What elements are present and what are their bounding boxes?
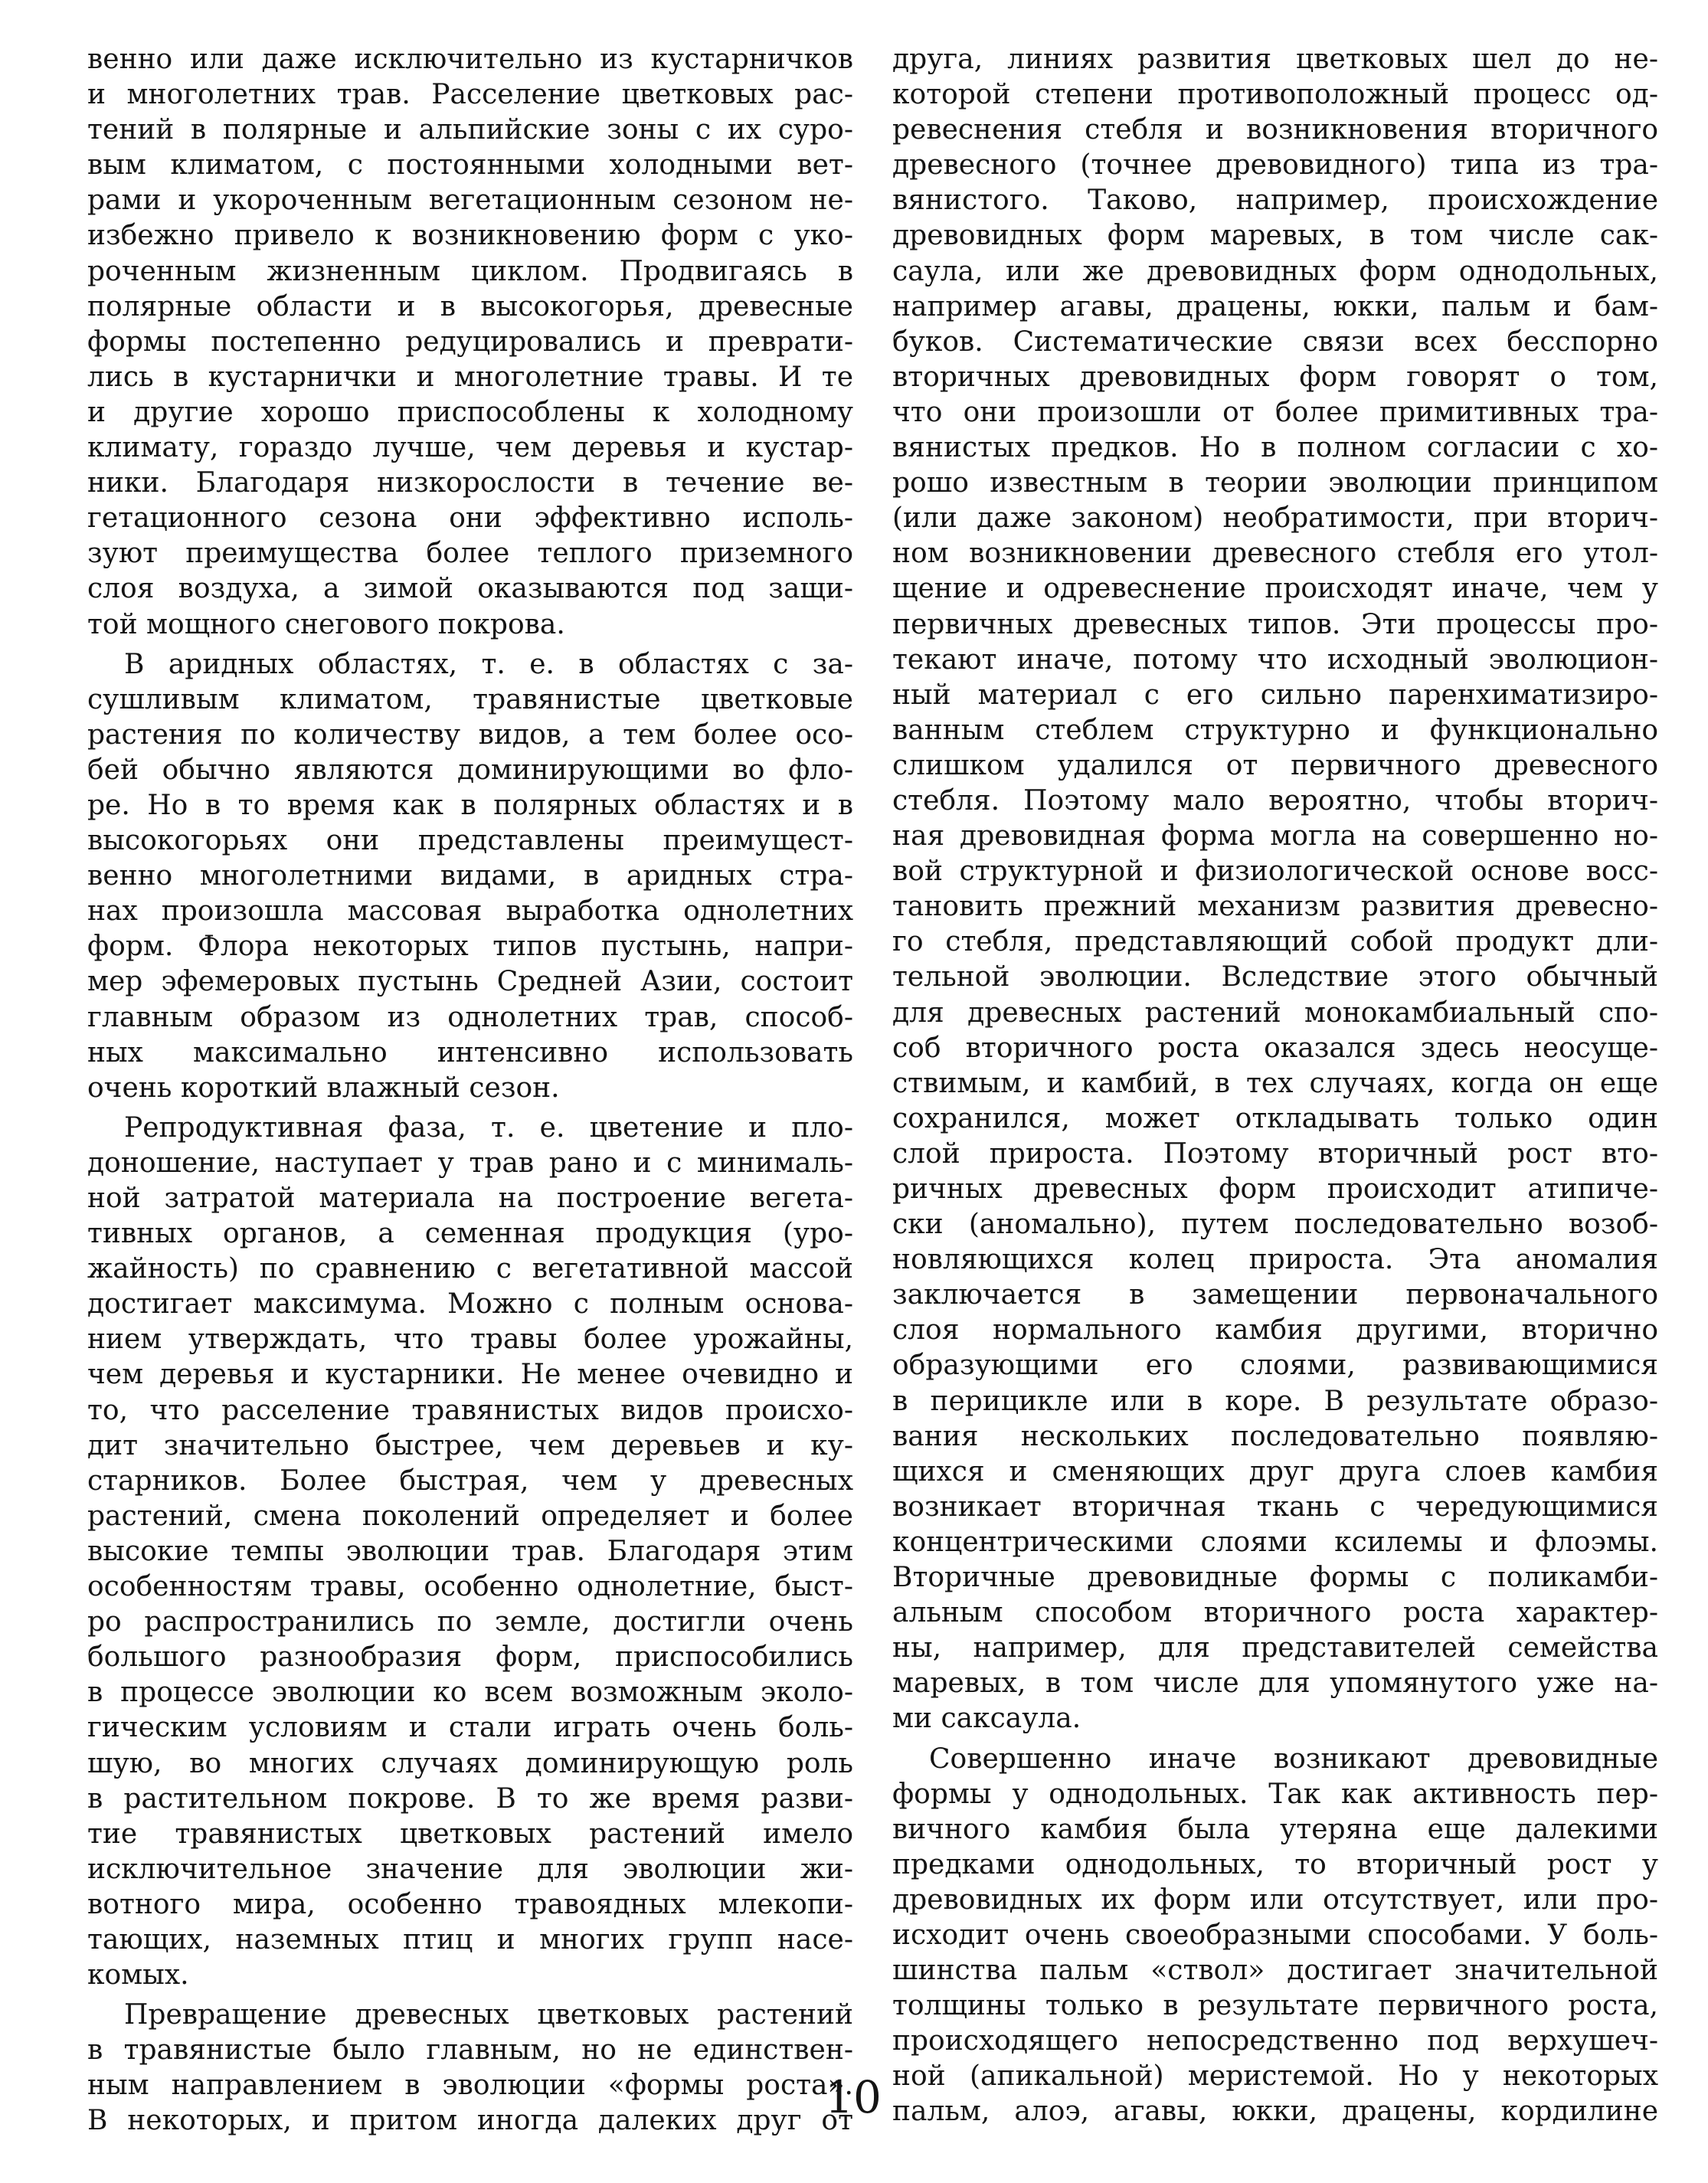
left-column-line: в процессе эволюции ко всем возможным эколо- [87, 1677, 853, 1709]
left-column-line: растения по количеству видов, а тем более осо- [87, 718, 853, 751]
left-column-line: той мощного снегового покрова. [87, 608, 565, 640]
left-column-line: нах произошла массовая выработка однолетних [87, 895, 853, 928]
right-column-line: ванным стеблем структурно и функционально [892, 714, 1658, 746]
right-column-line: Вторичные древовидные формы с поликамби- [892, 1562, 1658, 1594]
right-column-line: ревеснения стебля и возникновения вторичного [892, 114, 1658, 146]
left-column-line: ро распространились по земле, достигли очень [87, 1606, 853, 1638]
right-column-line: щение и одревеснение происходят иначе, чем у [892, 573, 1658, 605]
right-column-line: вянистых предков. Но в полном согласии с хо- [892, 432, 1658, 464]
right-column-line: щихся и сменяющих друг друга слоев камбия [892, 1455, 1658, 1488]
right-column-line: саула, или же древовидных форм однодольных, [892, 255, 1658, 287]
right-column-line: концентрическими слоями ксилемы и флоэмы. [892, 1526, 1658, 1558]
left-column-line: формы постепенно редуцировались и преврати- [87, 326, 853, 358]
right-column-line: стебля. Поэтому мало вероятно, чтобы вторич- [892, 784, 1658, 817]
left-column-line: в растительном покрове. В то же время разви- [87, 1782, 853, 1815]
right-column-line: возникает вторичная ткань с чередующимися [892, 1491, 1658, 1523]
right-column-line: ричных древесных форм происходит атипиче- [892, 1173, 1658, 1205]
right-column-line: сохранился, может откладывать только один [892, 1102, 1658, 1134]
right-column-line: древесного (точнее древовидного) типа из тра- [892, 149, 1658, 182]
right-column-line: соб вторичного роста оказался здесь неосуще- [892, 1032, 1658, 1064]
left-column-line: климату, гораздо лучше, чем деревья и кустар- [87, 432, 853, 464]
left-text-column [87, 42, 853, 2139]
right-column-line: ной (апикальной) меристемой. Но у некоторых [892, 2060, 1658, 2093]
left-column-line: вотного мира, особенно травоядных млекопи- [87, 1888, 853, 1920]
left-column-line: ной затратой материала на построение вегета- [87, 1183, 853, 1214]
left-column-line: особенностям травы, особенно однолетние, быст- [87, 1571, 853, 1603]
left-column-line: зуют преимущества более теплого приземного [87, 538, 853, 570]
right-column-line: ствимым, и камбий, в тех случаях, когда он еще [892, 1067, 1658, 1099]
left-column-line: венно или даже исключительно из кустарничков [87, 44, 853, 75]
right-column-line: вичного камбия была утеряна еще далекими [892, 1813, 1658, 1845]
right-column-line: слоя нормального камбия другими, вторично [892, 1314, 1658, 1347]
right-column-line: например агавы, драцены, юкки, пальм и бам- [892, 290, 1658, 322]
left-column-line: то, что расселение травянистых видов происхо- [87, 1394, 853, 1426]
left-column-line: Превращение древесных цветковых растений [124, 1999, 853, 2031]
left-column-line: рами и укороченным вегетационным сезоном не- [87, 185, 853, 217]
right-column-line: предками однодольных, то вторичный рост у [892, 1848, 1658, 1880]
left-column-line: ники. Благодаря низкорослости в течение ве- [87, 467, 853, 499]
left-column-line: роченным жизненным циклом. Продвигаясь в [87, 255, 853, 287]
right-column-line: происходящего непосредственно под верхушеч- [892, 2025, 1658, 2057]
right-column-line: образующими его слоями, развивающимися [892, 1350, 1658, 1382]
left-column-line: полярные области и в высокогорья, древесные [87, 290, 853, 322]
left-column-line: большого разнообразия форм, приспособились [87, 1641, 853, 1674]
right-column-line: что они произошли от более примитивных тра- [892, 396, 1658, 428]
left-column-line: комых. [87, 1959, 189, 1992]
right-column-line: альным способом вторичного роста характер- [892, 1597, 1658, 1629]
right-column-line: вания нескольких последовательно появляю- [892, 1420, 1658, 1452]
left-column-line: ным направлением в эволюции «формы роста». [87, 2070, 853, 2102]
left-column-line: очень короткий влажный сезон. [87, 1072, 560, 1104]
right-column-line: ном возникновении древесного стебля его утол- [892, 538, 1658, 570]
left-column-line: сушливым климатом, травянистые цветковые [87, 683, 853, 715]
left-column-line: бей обычно являются доминирующими во фло- [87, 754, 853, 786]
right-column-line: первичных древесных типов. Эти процессы про- [892, 608, 1658, 640]
left-column-line: высокие темпы эволюции трав. Благодаря этим [87, 1535, 853, 1567]
left-column-line: старников. Более быстрая, чем у древесных [87, 1465, 853, 1497]
right-column-line: текают иначе, потому что исходный эволюцион- [892, 643, 1658, 676]
right-column-line: Совершенно иначе возникают древовидные [929, 1743, 1658, 1775]
left-column-line: слоя воздуха, а зимой оказываются под защи- [87, 573, 853, 605]
right-column-line: ны, например, для представителей семейства [892, 1632, 1658, 1664]
right-column-line: слишком удалился от первичного древесного [892, 749, 1658, 781]
right-column-line: слой прироста. Поэтому вторичный рост вто- [892, 1137, 1658, 1170]
right-column-line: исходит очень своеобразными способами. У боль- [892, 1919, 1658, 1951]
left-column-line: гическим условиям и стали играть очень боль- [87, 1712, 853, 1744]
left-column-line: жайность) по сравнению с вегетативной массой [87, 1253, 853, 1285]
right-column-line: в перицикле или в коре. В результате образо- [892, 1385, 1658, 1417]
right-column-line: древовидных их форм или отсутствует, или про- [892, 1884, 1658, 1916]
right-column-line: вянистого. Таково, например, происхождение [892, 185, 1658, 217]
left-column-line: дит значительно быстрее, чем деревьев и ку- [87, 1429, 853, 1461]
right-column-line: ная древовидная форма могла на совершенно но- [892, 820, 1658, 853]
left-column-line: тивных органов, а семенная продукция (уро- [87, 1218, 853, 1250]
left-column-line: вым климатом, с постоянными холодными вет- [87, 149, 853, 182]
right-column-line: которой степени противоположный процесс од- [892, 79, 1658, 111]
left-column-line: и другие хорошо приспособлены к холодному [87, 396, 853, 428]
left-column-line: чем деревья и кустарники. Не менее очевидно и [87, 1359, 853, 1391]
left-column-line: венно многолетними видами, в аридных стра- [87, 860, 853, 892]
right-column-line: вторичных древовидных форм говорят о том, [892, 361, 1658, 393]
left-column-line: гетационного сезона они эффективно исполь- [87, 502, 853, 535]
left-column-line: В некоторых, и притом иногда далеких друг от [87, 2105, 853, 2137]
right-column-line: для древесных растений монокамбиальный спо- [892, 997, 1658, 1029]
page-number: 10 [825, 2071, 882, 2123]
right-column-line: шинства пальм «ствол» достигает значительной [892, 1955, 1658, 1987]
left-column-line: тений в полярные и альпийские зоны с их суро- [87, 114, 853, 146]
left-column-line: Репродуктивная фаза, т. е. цветение и пло- [124, 1111, 853, 1144]
left-column-line: мер эфемеровых пустынь Средней Азии, состоит [87, 966, 853, 998]
left-column-line: в травянистые было главным, но не единствен- [87, 2034, 853, 2067]
left-column-line: В аридных областях, т. е. в областях с за- [124, 648, 853, 680]
right-column-line: тельной эволюции. Вследствие этого обычный [892, 961, 1658, 993]
right-column-line: ски (аномально), путем последовательно возоб- [892, 1209, 1658, 1241]
left-column-line: доношение, наступает у трав рано и с минималь- [87, 1147, 853, 1179]
right-column-line: вой структурной и физиологической основе восс- [892, 856, 1658, 888]
right-column-line: буков. Систематические связи всех бесспорно [892, 326, 1658, 358]
left-column-line: тающих, наземных птиц и многих групп насе- [87, 1923, 853, 1956]
right-column-line: новляющихся колец прироста. Эта аномалия [892, 1244, 1658, 1276]
right-column-line: заключается в замещении первоначального [892, 1279, 1658, 1311]
right-column-line: формы у однодольных. Так как активность пер- [892, 1778, 1658, 1810]
left-column-line: и многолетних трав. Расселение цветковых рас- [87, 79, 853, 111]
right-column-line: древовидных форм маревых, в том числе сак- [892, 220, 1658, 252]
left-column-line: растений, смена поколений определяет и более [87, 1500, 853, 1532]
right-column-line: тановить прежний механизм развития древесно- [892, 891, 1658, 923]
right-column-line: (или даже законом) необратимости, при вторич- [892, 502, 1658, 535]
left-column-line: нием утверждать, что травы более урожайны, [87, 1324, 853, 1356]
right-column-line: рошо известным в теории эволюции принципом [892, 467, 1658, 499]
right-column-line: го стебля, представляющий собой продукт дли- [892, 926, 1658, 958]
left-column-line: тие травянистых цветковых растений имело [87, 1818, 853, 1850]
right-column-line: маревых, в том числе для упомянутого уже на- [892, 1668, 1658, 1700]
right-column-line: толщины только в результате первичного роста, [892, 1990, 1658, 2022]
right-column-line: ми саксаула. [892, 1703, 1081, 1735]
right-column-line: пальм, алоэ, агавы, юкки, драцены, кордилине [892, 2096, 1658, 2128]
left-column-line: избежно привело к возникновению форм с уко- [87, 220, 853, 252]
left-column-line: исключительное значение для эволюции жи- [87, 1853, 853, 1885]
left-column-line: шую, во многих случаях доминирующую роль [87, 1747, 853, 1779]
right-text-column [892, 42, 1658, 2130]
right-column-line: ный материал с его сильно паренхиматизиро- [892, 679, 1658, 711]
left-column-line: высокогорьях они представлены преимущест- [87, 825, 853, 857]
right-column-line: друга, линиях развития цветковых шел до не- [892, 44, 1658, 75]
left-column-line: главным образом из однолетних трав, способ- [87, 1001, 853, 1033]
left-column-line: форм. Флора некоторых типов пустынь, напри- [87, 931, 853, 963]
left-column-line: ре. Но в то время как в полярных областях и в [87, 789, 853, 821]
left-column-line: лись в кустарнички и многолетние травы. И те [87, 361, 853, 393]
left-column-line: ных максимально интенсивно использовать [87, 1036, 853, 1069]
left-column-line: достигает максимума. Можно с полным основа- [87, 1288, 853, 1321]
